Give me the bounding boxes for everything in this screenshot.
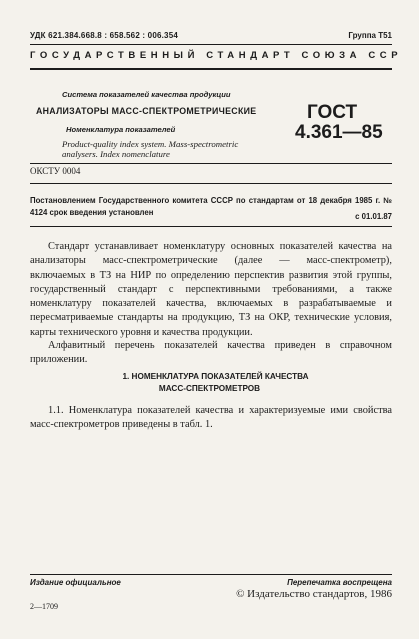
effective-date: с 01.01.87	[355, 212, 392, 221]
decree-rule	[30, 226, 392, 227]
paragraph-nomenclature: 1.1. Номенклатура показателей качества и характеризуемые ими свойства масс-спектрометров приведены в табл. 1.	[30, 405, 392, 431]
english-title-line: Product-quality index system. Mass-spectrometric	[62, 139, 239, 149]
publisher-copyright: © Издательство стандартов, 1986	[236, 588, 392, 600]
title-rule	[30, 163, 392, 164]
heading-rule	[30, 68, 392, 70]
section-title: 1. НОМЕНКЛАТУРА ПОКАЗАТЕЛЕЙ КАЧЕСТВА	[122, 372, 309, 381]
english-title	[62, 139, 262, 159]
top-rule	[30, 44, 392, 45]
state-standard-heading: ГОСУДАРСТВЕННЫЙ СТАНДАРТ СОЮЗА ССР	[30, 50, 403, 61]
gost-number: 4.361—85	[295, 122, 383, 143]
paragraph-appendix: Алфавитный перечень показателей качества приведен в справочном приложении.	[30, 340, 392, 366]
official-edition-label: Издание официальное	[30, 578, 121, 587]
okstu-rule	[30, 183, 392, 184]
footer-rule	[30, 574, 392, 575]
print-code: 2—1709	[30, 602, 58, 611]
group-code: Группа Т51	[348, 31, 392, 40]
system-line: Система показателей качества продукции	[62, 90, 231, 99]
okstu-code: ОКСТУ 0004	[30, 166, 81, 176]
gost-label: ГОСТ	[307, 102, 358, 123]
decree-text: Постановлением Государственного комитета СССР по стандартам от 18 декабря 1985 г. № 4124 срок введения установлен	[30, 196, 392, 217]
english-title-line: analysers. Index nomenclature	[62, 149, 170, 159]
document-subtitle: Номенклатура показателей	[66, 125, 176, 134]
section-title-continued: МАСС-СПЕКТРОМЕТРОВ	[158, 384, 261, 393]
document-title: АНАЛИЗАТОРЫ МАСС-СПЕКТРОМЕТРИЧЕСКИЕ	[36, 106, 257, 116]
paragraph-intro: Стандарт устанавливает номенклатуру основных показателей качества на анализаторы масс-спектрометрические (далее — масс-спектрометр), включаемых в ТЗ на НИР по определению перспектив развития этой группы, государственный стандарт с перспективными требованиями, а также номенклатуру показателей качества, включаемых в разрабатываемые и пересматриваемые стандарты на продукцию, ТЗ на ОКР, технические условия, карты технического уровня и качества продукции.	[30, 241, 392, 338]
udk-code: УДК 621.384.668.8 : 658.562 : 006.354	[30, 31, 178, 40]
reprint-notice: Перепечатка воспрещена	[287, 578, 392, 587]
